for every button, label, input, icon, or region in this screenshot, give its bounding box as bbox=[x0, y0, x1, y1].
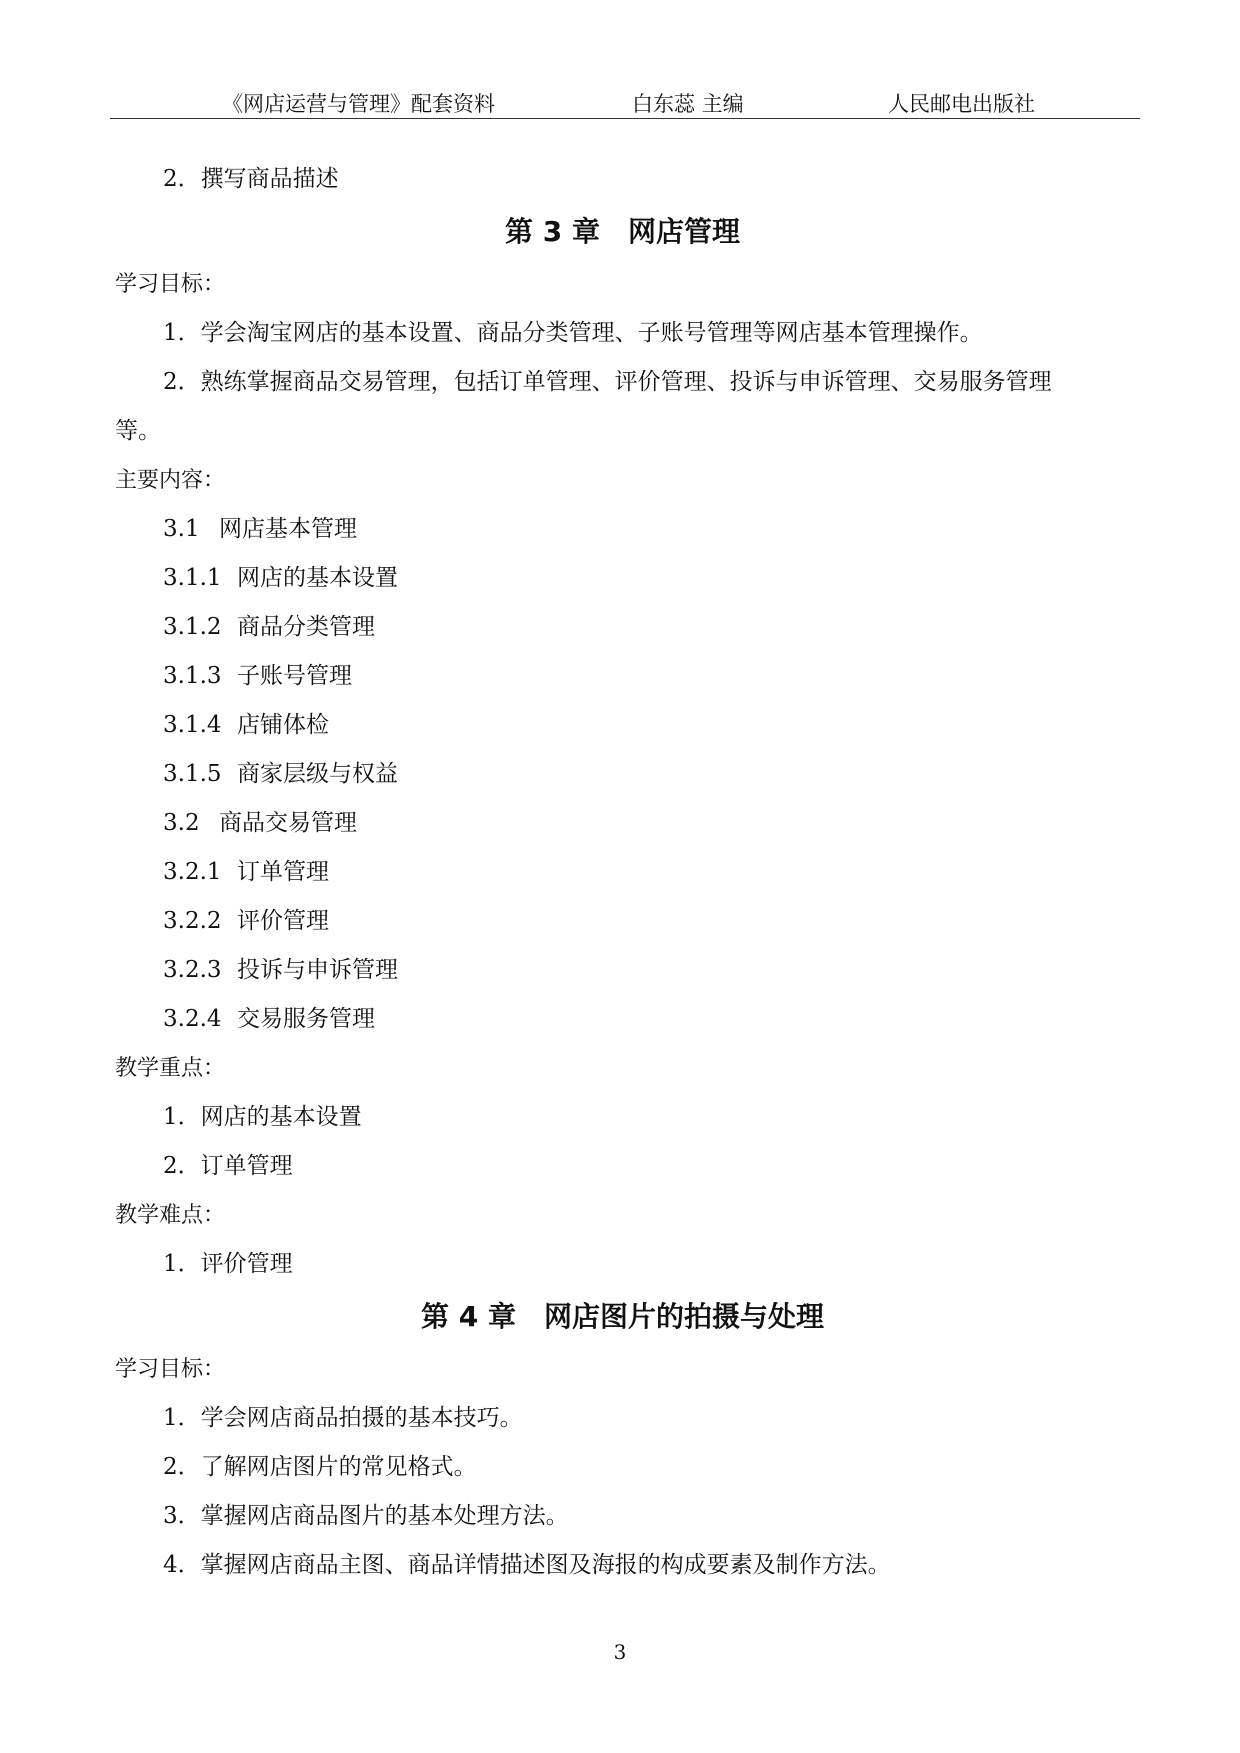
list-item: 1．评价管理 bbox=[163, 1251, 293, 1277]
list-item: 1．学会淘宝网店的基本设置、商品分类管理、子账号管理等网店基本管理操作。 bbox=[163, 320, 983, 346]
toc-section-number: 3.2 bbox=[163, 810, 200, 836]
toc-subsection bbox=[115, 848, 1130, 897]
toc-subsection-number: 3.1.5 bbox=[163, 761, 222, 787]
toc-subsection-label: 子账号管理 bbox=[237, 663, 352, 689]
toc-subsection-label: 商品分类管理 bbox=[237, 614, 375, 640]
list-item: 2．订单管理 bbox=[163, 1153, 293, 1179]
toc-subsection bbox=[115, 554, 1130, 603]
toc-subsection bbox=[115, 652, 1130, 701]
chapter-4-title: 第 4 章 网店图片的拍摄与处理 bbox=[421, 1300, 824, 1333]
header-book-title: 《网店运营与管理》配套资料 bbox=[222, 92, 495, 116]
section-heading-key-points: 教学重点： bbox=[115, 1056, 226, 1081]
chapter-3-title: 第 3 章 网店管理 bbox=[505, 215, 740, 248]
list-item: 2．了解网店图片的常见格式。 bbox=[163, 1454, 477, 1480]
toc-section bbox=[115, 505, 1130, 554]
toc-subsection-number: 3.2.1 bbox=[163, 859, 222, 885]
section-heading-goals: 学习目标： bbox=[115, 1357, 226, 1382]
toc-section bbox=[115, 799, 1130, 848]
toc-subsection-number: 3.1.3 bbox=[163, 663, 222, 689]
list-item: 1．网店的基本设置 bbox=[163, 1104, 362, 1130]
list-item: 2．撰写商品描述 bbox=[163, 166, 339, 192]
section-heading-difficulties: 教学难点： bbox=[115, 1203, 226, 1228]
list-item-continuation: 等。 bbox=[115, 418, 161, 444]
toc-subsection-label: 店铺体检 bbox=[237, 712, 329, 738]
page-body bbox=[115, 155, 1130, 1590]
toc-subsection-number: 3.1.1 bbox=[163, 565, 222, 591]
toc-subsection-number: 3.2.2 bbox=[163, 908, 222, 934]
toc-subsection-label: 评价管理 bbox=[237, 908, 329, 934]
toc-section-number: 3.1 bbox=[163, 516, 200, 542]
toc-subsection bbox=[115, 897, 1130, 946]
running-header bbox=[110, 86, 1140, 119]
toc-subsection-number: 3.1.4 bbox=[163, 712, 222, 738]
toc-section-label: 商品交易管理 bbox=[219, 810, 357, 836]
toc-subsection bbox=[115, 750, 1130, 799]
section-heading-goals: 学习目标： bbox=[115, 272, 226, 297]
toc-subsection-label: 交易服务管理 bbox=[237, 1006, 375, 1032]
toc-subsection-number: 3.2.3 bbox=[163, 957, 222, 983]
toc-section-label: 网店基本管理 bbox=[219, 516, 357, 542]
toc-subsection-number: 3.1.2 bbox=[163, 614, 222, 640]
list-item: 4．掌握网店商品主图、商品详情描述图及海报的构成要素及制作方法。 bbox=[163, 1552, 891, 1578]
toc-subsection-number: 3.2.4 bbox=[163, 1006, 222, 1032]
header-publisher: 人民邮电出版社 bbox=[888, 92, 1035, 116]
header-editor: 白东蕊 主编 bbox=[632, 92, 744, 116]
toc-subsection bbox=[115, 603, 1130, 652]
list-item: 3．掌握网店商品图片的基本处理方法。 bbox=[163, 1503, 569, 1529]
toc-subsection bbox=[115, 701, 1130, 750]
toc-subsection bbox=[115, 995, 1130, 1044]
list-item: 2．熟练掌握商品交易管理，包括订单管理、评价管理、投诉与申诉管理、交易服务管理 bbox=[163, 369, 1052, 395]
page-number: 3 bbox=[613, 1640, 627, 1664]
toc-subsection-label: 投诉与申诉管理 bbox=[237, 957, 398, 983]
toc-subsection-label: 商家层级与权益 bbox=[237, 761, 398, 787]
list-item: 1．学会网店商品拍摄的基本技巧。 bbox=[163, 1405, 523, 1431]
toc-subsection-label: 网店的基本设置 bbox=[237, 565, 398, 591]
toc-subsection-label: 订单管理 bbox=[237, 859, 329, 885]
toc-subsection bbox=[115, 946, 1130, 995]
section-heading-content: 主要内容： bbox=[115, 468, 226, 493]
